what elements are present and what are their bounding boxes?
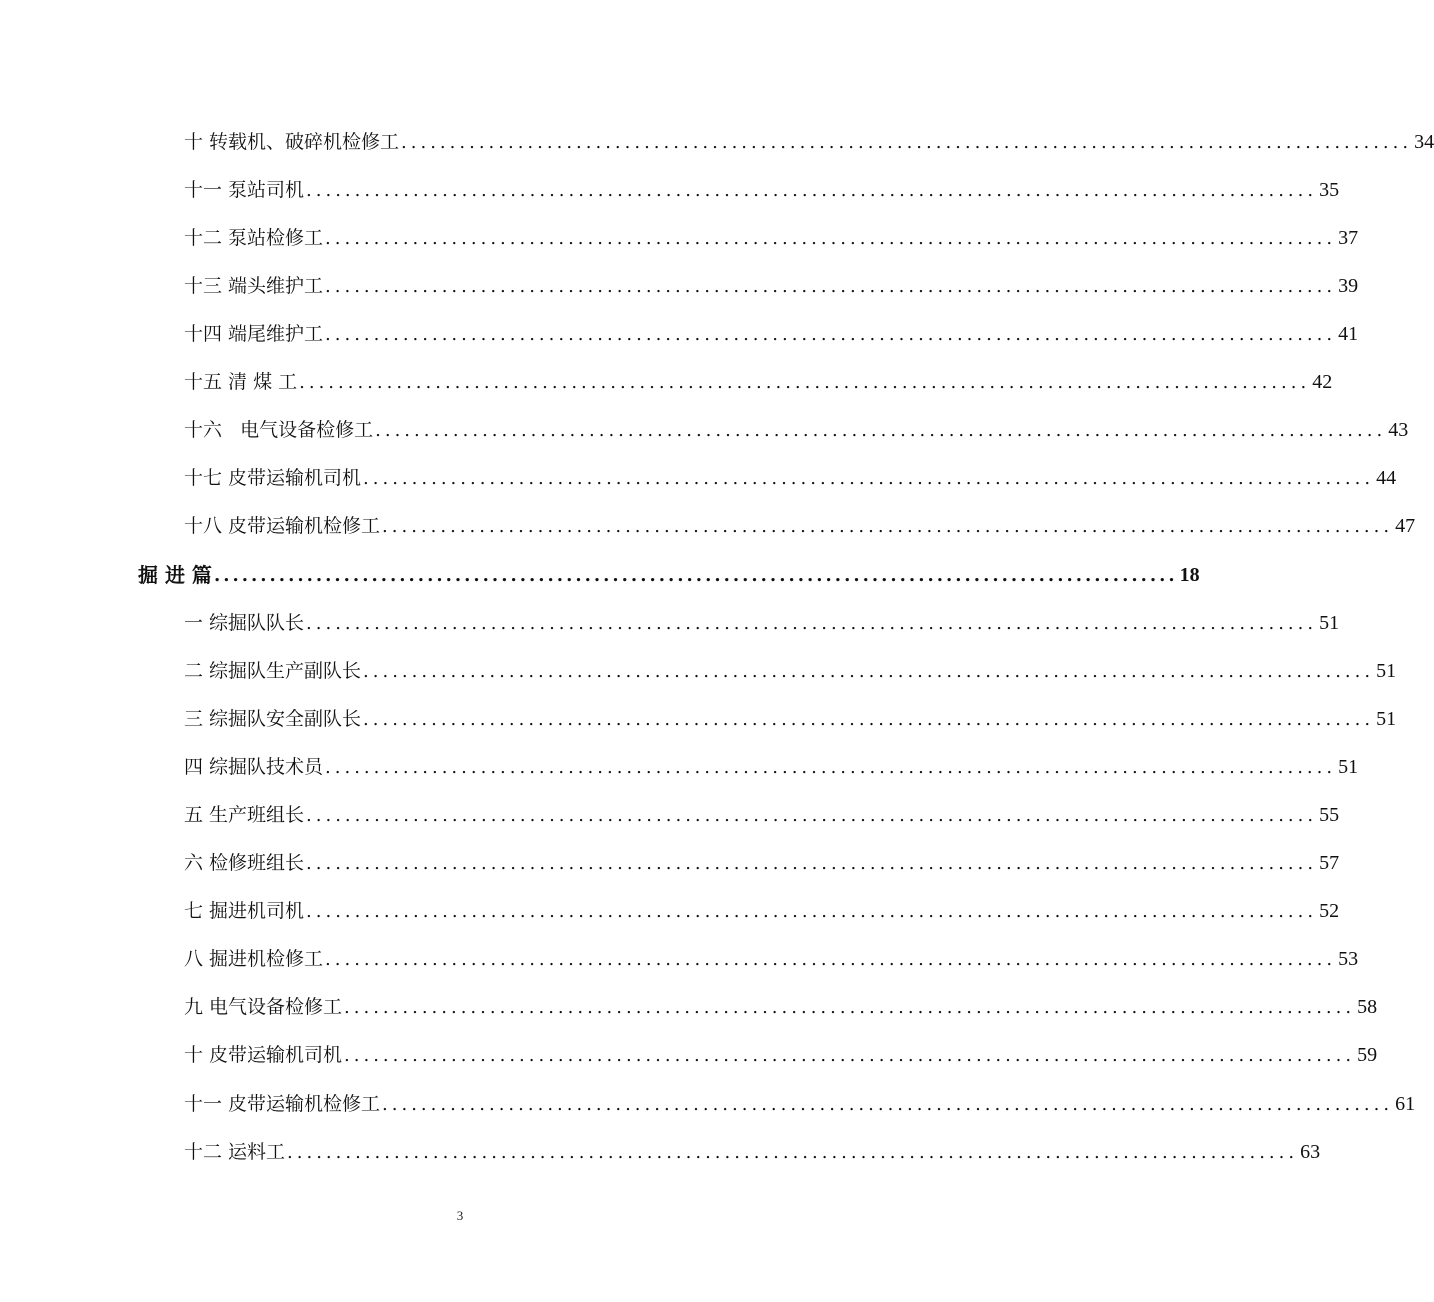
toc-dot-leader: ........................................................................................................ — [344, 997, 1356, 1018]
toc-dot-leader: ........................................................................................................ — [325, 757, 1337, 778]
toc-entry-page: 55 — [1319, 804, 1340, 826]
toc-entry[interactable] — [184, 935, 1359, 970]
toc-entry-title: 十六 电气设备检修工 — [184, 419, 374, 441]
toc-entry-page: 63 — [1300, 1141, 1321, 1163]
toc-dot-leader: ........................................................................................................ — [363, 468, 1375, 489]
toc-dot-leader: ........................................................................................................ — [325, 276, 1337, 297]
toc-dot-leader: ........................................................................................................ — [363, 661, 1375, 682]
toc-entry-title: 十二 泵站检修工 — [184, 227, 324, 249]
toc-entry[interactable] — [184, 887, 1340, 922]
toc-entry-page: 61 — [1395, 1093, 1416, 1115]
toc-entry[interactable] — [184, 1080, 1416, 1115]
toc-entry[interactable] — [184, 839, 1340, 874]
toc-section-title: 掘 进 篇 — [138, 563, 212, 587]
toc-entry-page: 47 — [1395, 515, 1416, 537]
toc-dot-leader: ........................................................................................................ — [382, 516, 1394, 537]
toc-entry[interactable] — [184, 406, 1409, 441]
toc-entry-title: 六 检修班组长 — [184, 852, 305, 874]
toc-dot-leader: ........................................................................................................ — [375, 420, 1387, 441]
toc-entry[interactable] — [184, 118, 1434, 153]
toc-entry-page: 37 — [1338, 227, 1359, 249]
toc-entry-page: 57 — [1319, 852, 1340, 874]
toc-entry-page: 53 — [1338, 948, 1359, 970]
toc-entry[interactable] — [184, 695, 1397, 730]
toc-entry-page: 35 — [1319, 179, 1340, 201]
toc-entry[interactable] — [184, 310, 1359, 345]
toc-entry-page: 42 — [1312, 371, 1333, 393]
toc-entry-page: 39 — [1338, 275, 1359, 297]
toc-entry[interactable] — [184, 358, 1333, 393]
toc-entry-page: 52 — [1319, 900, 1340, 922]
toc-dot-leader: ........................................................................................................ — [325, 228, 1337, 249]
toc-entry-page: 41 — [1338, 323, 1359, 345]
toc-entry[interactable] — [184, 1031, 1378, 1066]
toc-entry-title: 二 综掘队生产副队长 — [184, 660, 362, 682]
toc-entry-page: 51 — [1376, 660, 1397, 682]
toc-section-entry[interactable] — [138, 551, 1200, 587]
toc-entry-title: 十 皮带运输机司机 — [184, 1044, 343, 1066]
toc-entry-page: 51 — [1338, 756, 1359, 778]
toc-dot-leader: ........................................................................................................ — [325, 324, 1337, 345]
toc-entry-title: 十一 皮带运输机检修工 — [184, 1093, 381, 1115]
toc-entry[interactable] — [184, 647, 1397, 682]
toc-entry-title: 十三 端头维护工 — [184, 275, 324, 297]
toc-entry-title: 十二 运料工 — [184, 1141, 286, 1163]
toc-entry-title: 九 电气设备检修工 — [184, 996, 343, 1018]
toc-dot-leader: ........................................................................................................ — [287, 1142, 1299, 1163]
toc-entry[interactable] — [184, 983, 1378, 1018]
toc-dot-leader: ........................................................................................................ — [382, 1094, 1394, 1115]
toc-entry[interactable] — [184, 166, 1340, 201]
toc-entry-title: 五 生产班组长 — [184, 804, 305, 826]
toc-entry-title: 十五 清 煤 工 — [184, 371, 298, 393]
toc-entry-page: 51 — [1376, 708, 1397, 730]
toc-entry-page: 44 — [1376, 467, 1397, 489]
toc-entry-title: 十一 泵站司机 — [184, 179, 305, 201]
toc-entry-title: 一 综掘队队长 — [184, 612, 305, 634]
toc-entry-page: 58 — [1357, 996, 1378, 1018]
toc-entry-page: 59 — [1357, 1044, 1378, 1066]
toc-entry-title: 十八 皮带运输机检修工 — [184, 515, 381, 537]
toc-entry-title: 十四 端尾维护工 — [184, 323, 324, 345]
toc-dot-leader: ........................................................................................................ — [306, 613, 1318, 634]
toc-dot-leader: ........................................................................................................ — [363, 709, 1375, 730]
toc-entry-title: 三 综掘队安全副队长 — [184, 708, 362, 730]
toc-dot-leader: ........................................................................................................ — [306, 853, 1318, 874]
toc-entry-title: 四 综掘队技术员 — [184, 756, 324, 778]
toc-dot-leader: ........................................................................................................ — [401, 132, 1413, 153]
toc-entry-title: 十 转载机、破碎机检修工 — [184, 131, 400, 153]
toc-entry-title: 七 掘进机司机 — [184, 900, 305, 922]
toc-dot-leader: ........................................................................................................ — [213, 565, 1178, 586]
toc-dot-leader: ........................................................................................................ — [299, 372, 1311, 393]
toc-entry-page: 51 — [1319, 612, 1340, 634]
toc-entry[interactable] — [184, 214, 1359, 249]
toc-dot-leader: ........................................................................................................ — [306, 901, 1318, 922]
toc-dot-leader: ........................................................................................................ — [306, 180, 1318, 201]
toc-entry-page: 43 — [1388, 419, 1409, 441]
toc-entry-page: 34 — [1414, 131, 1434, 153]
toc-entry[interactable] — [184, 743, 1359, 778]
toc-entry[interactable] — [184, 454, 1397, 489]
toc-entry-title: 八 掘进机检修工 — [184, 948, 324, 970]
page-number: 3 — [456, 1208, 464, 1223]
toc-dot-leader: ........................................................................................................ — [306, 805, 1318, 826]
toc-entry[interactable] — [184, 262, 1359, 297]
toc-section-page: 18 — [1179, 564, 1200, 586]
toc-entry[interactable] — [184, 791, 1340, 826]
toc-entry[interactable] — [184, 1128, 1321, 1163]
toc-entry[interactable] — [184, 599, 1340, 634]
toc-entry[interactable] — [184, 502, 1416, 537]
toc-dot-leader: ........................................................................................................ — [344, 1045, 1356, 1066]
toc-entry-title: 十七 皮带运输机司机 — [184, 467, 362, 489]
toc-dot-leader: ........................................................................................................ — [325, 949, 1337, 970]
